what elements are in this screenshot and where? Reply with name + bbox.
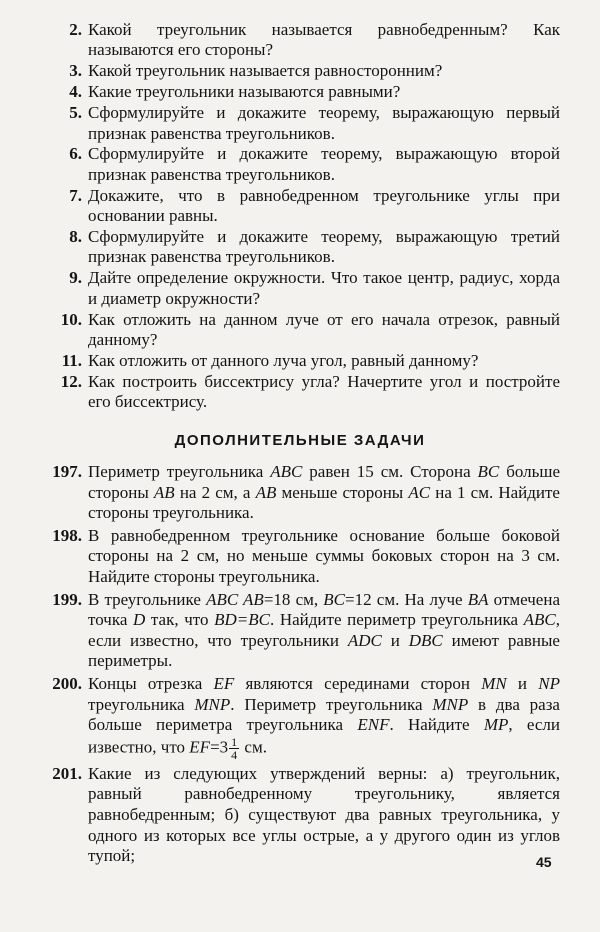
question-number: 11. (61, 351, 82, 370)
question-2 (50, 20, 560, 61)
question-text: Какой треугольник называется равнобедренным? Как называются его стороны? (88, 20, 560, 60)
review-questions-list (50, 20, 560, 413)
problem-198 (30, 526, 560, 588)
problem-text: Концы отрезка EF являются серединами сторон MN и NP треугольника MNP. Периметр треугольника MNP в два раза больше периметра треугольника ENF. Найдите MP, если известно, что EF=3 $\frac{1}{4}$ см. (88, 673, 560, 762)
question-text: Сформулируйте и докажите теорему, выражающую второй признак равенства треугольников. (88, 144, 560, 184)
question-number: 8. (69, 227, 82, 247)
question-text: Какой треугольник называется равносторонним? (88, 61, 443, 81)
question-number: 4. (69, 82, 82, 102)
question-number: 3. (69, 61, 82, 81)
question-11 (50, 351, 560, 371)
question-text: Как отложить на данном луче от его начала отрезок, равный данному? (88, 309, 560, 350)
question-3 (50, 61, 560, 81)
question-10 (50, 310, 560, 351)
question-text: Дайте определение окружности. Что такое центр, радиус, хорда и диаметр окружности? (88, 268, 560, 308)
question-text: Как построить биссектрису угла? Начертите угол и постройте его биссектрису. (88, 371, 560, 412)
problem-197 (30, 462, 560, 524)
problem-200 (30, 674, 560, 761)
problem-text: Какие из следующих утверждений верны: а) треугольник, равный равнобедренному треугольнику, является равнобедренным; б) существуют два равных треугольника, у одного из которых все углы острые, а у другого один из углов тупой; (88, 763, 560, 866)
question-text: Докажите, что в равнобедренном треугольнике углы при основании равны. (88, 185, 560, 226)
question-number: 6. (69, 144, 82, 164)
question-text: Сформулируйте и докажите теорему, выражающую третий признак равенства треугольников. (88, 227, 560, 267)
question-number: 7. (69, 185, 82, 205)
question-number: 9. (69, 268, 82, 288)
question-8 (50, 227, 560, 268)
problem-text: Периметр треугольника ABC равен 15 см. Сторона BC больше стороны AB на 2 см, а AB меньше стороны AC на 1 см. Найдите стороны треугольника. (88, 462, 560, 523)
problem-number: 197. (52, 462, 82, 481)
question-text: Сформулируйте и докажите теорему, выражающую первый признак равенства треугольников. (88, 103, 560, 143)
problem-text: В треугольнике ABC AB=18 см, BC=12 см. На луче BA отмечена точка D так, что BD=BC. Найдите периметр треугольника ABC, если известно, что треугольники ADC и DBC имеют равные периметры. (88, 589, 560, 671)
question-text: Как отложить от данного луча угол, равный данному? (88, 351, 479, 370)
question-text: Какие треугольники называются равными? (88, 82, 401, 102)
problem-number: 199. (52, 589, 82, 609)
question-5 (50, 103, 560, 144)
additional-problems-list (30, 462, 560, 869)
fraction: $\frac{1}{4}$ (231, 734, 238, 762)
problem-201 (30, 764, 560, 867)
problem-number: 198. (52, 525, 82, 545)
problem-number: 201. (52, 763, 82, 783)
question-12 (50, 372, 560, 413)
question-number: 10. (60, 309, 82, 329)
problem-number: 200. (52, 673, 82, 693)
question-number: 2. (69, 20, 82, 39)
question-4 (50, 82, 560, 102)
page-number: 45 (536, 854, 552, 870)
question-number: 12. (60, 371, 82, 391)
question-9 (50, 268, 560, 309)
question-6 (50, 144, 560, 185)
question-7 (50, 186, 560, 227)
section-title: ДОПОЛНИТЕЛЬНЫЕ ЗАДАЧИ (174, 432, 426, 449)
question-number: 5. (69, 103, 82, 123)
problem-text: В равнобедренном треугольнике основание больше боковой стороны на 2 см, но меньше суммы боковых сторон на 3 см. Найдите стороны треугольника. (88, 525, 560, 586)
problem-199 (30, 590, 560, 672)
